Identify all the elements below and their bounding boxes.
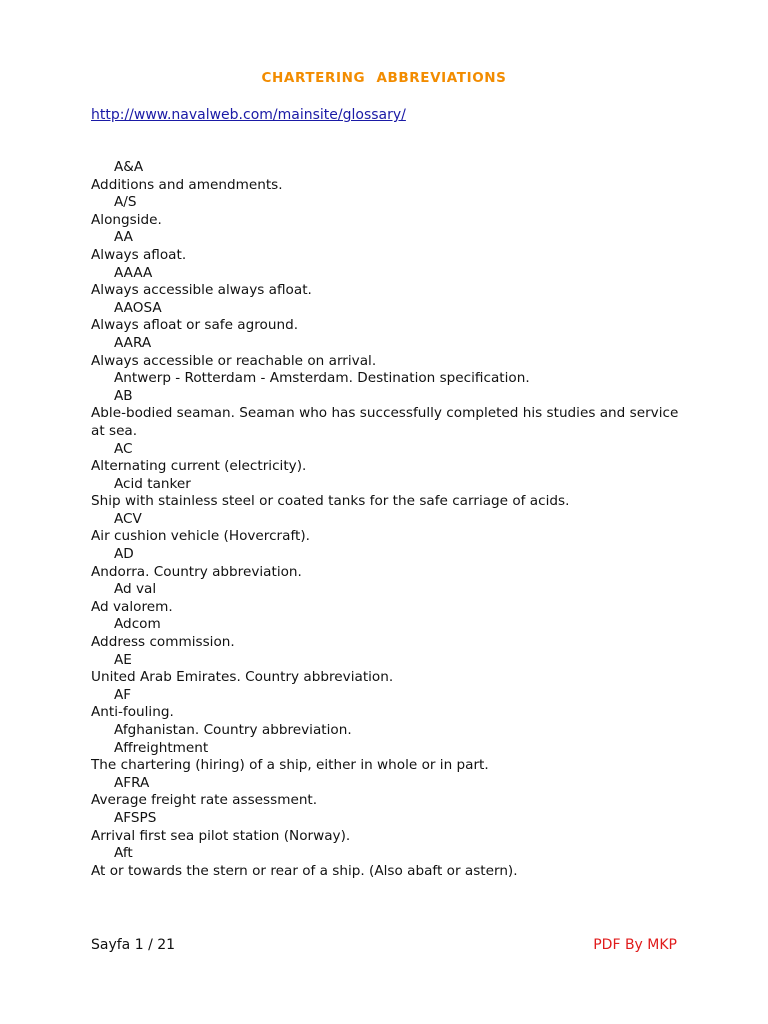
abbreviation-definition: Arrival first sea pilot station (Norway). <box>91 827 351 844</box>
abbreviation-definition: Always accessible always afloat. <box>91 282 312 299</box>
abbreviation-term: AF <box>114 686 132 703</box>
abbreviation-term: AB <box>114 387 133 404</box>
abbreviation-definition: Ship with stainless steel or coated tanks for the safe carriage of acids. <box>91 493 570 510</box>
abbreviation-definition: Alternating current (electricity). <box>91 458 307 475</box>
abbreviation-definition: Anti-fouling. <box>91 704 174 721</box>
abbreviation-definition: Andorra. Country abbreviation. <box>91 563 302 580</box>
pdf-credit: PDF By MKP <box>593 937 677 953</box>
abbreviation-definition: Alongside. <box>91 211 162 228</box>
abbreviation-term: A&A <box>114 159 144 175</box>
abbreviation-term: AAOSA <box>114 299 162 316</box>
abbreviation-definition: Additions and amendments. <box>91 176 283 193</box>
glossary-link[interactable]: http://www.navalweb.com/mainsite/glossary/ <box>91 107 406 123</box>
abbreviation-term: AAAA <box>114 264 153 281</box>
abbreviation-term: AD <box>114 546 134 563</box>
abbreviation-term: Ad val <box>114 581 157 598</box>
abbreviation-term: AC <box>114 440 133 457</box>
abbreviation-term: Aft <box>114 845 133 862</box>
document-title: CHARTERING ABBREVIATIONS <box>261 70 507 86</box>
page-number: Sayfa 1 / 21 <box>91 937 176 953</box>
abbreviation-term: Adcom <box>114 616 161 633</box>
abbreviation-term: AA <box>114 229 133 246</box>
abbreviation-term: ACV <box>114 510 142 527</box>
abbreviation-list <box>91 159 691 880</box>
abbreviation-definition: Address commission. <box>91 634 235 651</box>
abbreviation-definition: Always accessible or reachable on arrival. <box>91 352 377 369</box>
abbreviation-term: AFRA <box>114 774 150 791</box>
abbreviation-definition: At or towards the stern or rear of a ship. (Also abaft or astern). <box>91 862 518 879</box>
abbreviation-definition: United Arab Emirates. Country abbreviation. <box>91 669 394 686</box>
abbreviation-term: Affreightment <box>114 739 209 756</box>
abbreviation-definition: Average freight rate assessment. <box>91 792 318 809</box>
abbreviation-term: AARA <box>114 334 152 351</box>
abbreviation-term: Acid tanker <box>114 475 191 492</box>
abbreviation-definition: Air cushion vehicle (Hovercraft). <box>91 528 310 545</box>
abbreviation-term: Afghanistan. Country abbreviation. <box>114 722 352 738</box>
abbreviation-term: AE <box>114 651 132 668</box>
abbreviation-term: AFSPS <box>114 809 157 826</box>
abbreviation-definition: Always afloat or safe aground. <box>91 317 299 334</box>
abbreviation-term: A/S <box>114 194 137 211</box>
abbreviation-definition: The chartering (hiring) of a ship, either in whole or in part. <box>91 757 489 774</box>
abbreviation-definition: Always afloat. <box>91 246 187 263</box>
abbreviation-definition: Able-bodied seaman. Seaman who has successfully completed his studies and service at sea. <box>91 405 679 439</box>
abbreviation-definition: Ad valorem. <box>91 598 173 615</box>
abbreviation-term: Antwerp - Rotterdam - Amsterdam. Destination specification. <box>114 370 530 387</box>
